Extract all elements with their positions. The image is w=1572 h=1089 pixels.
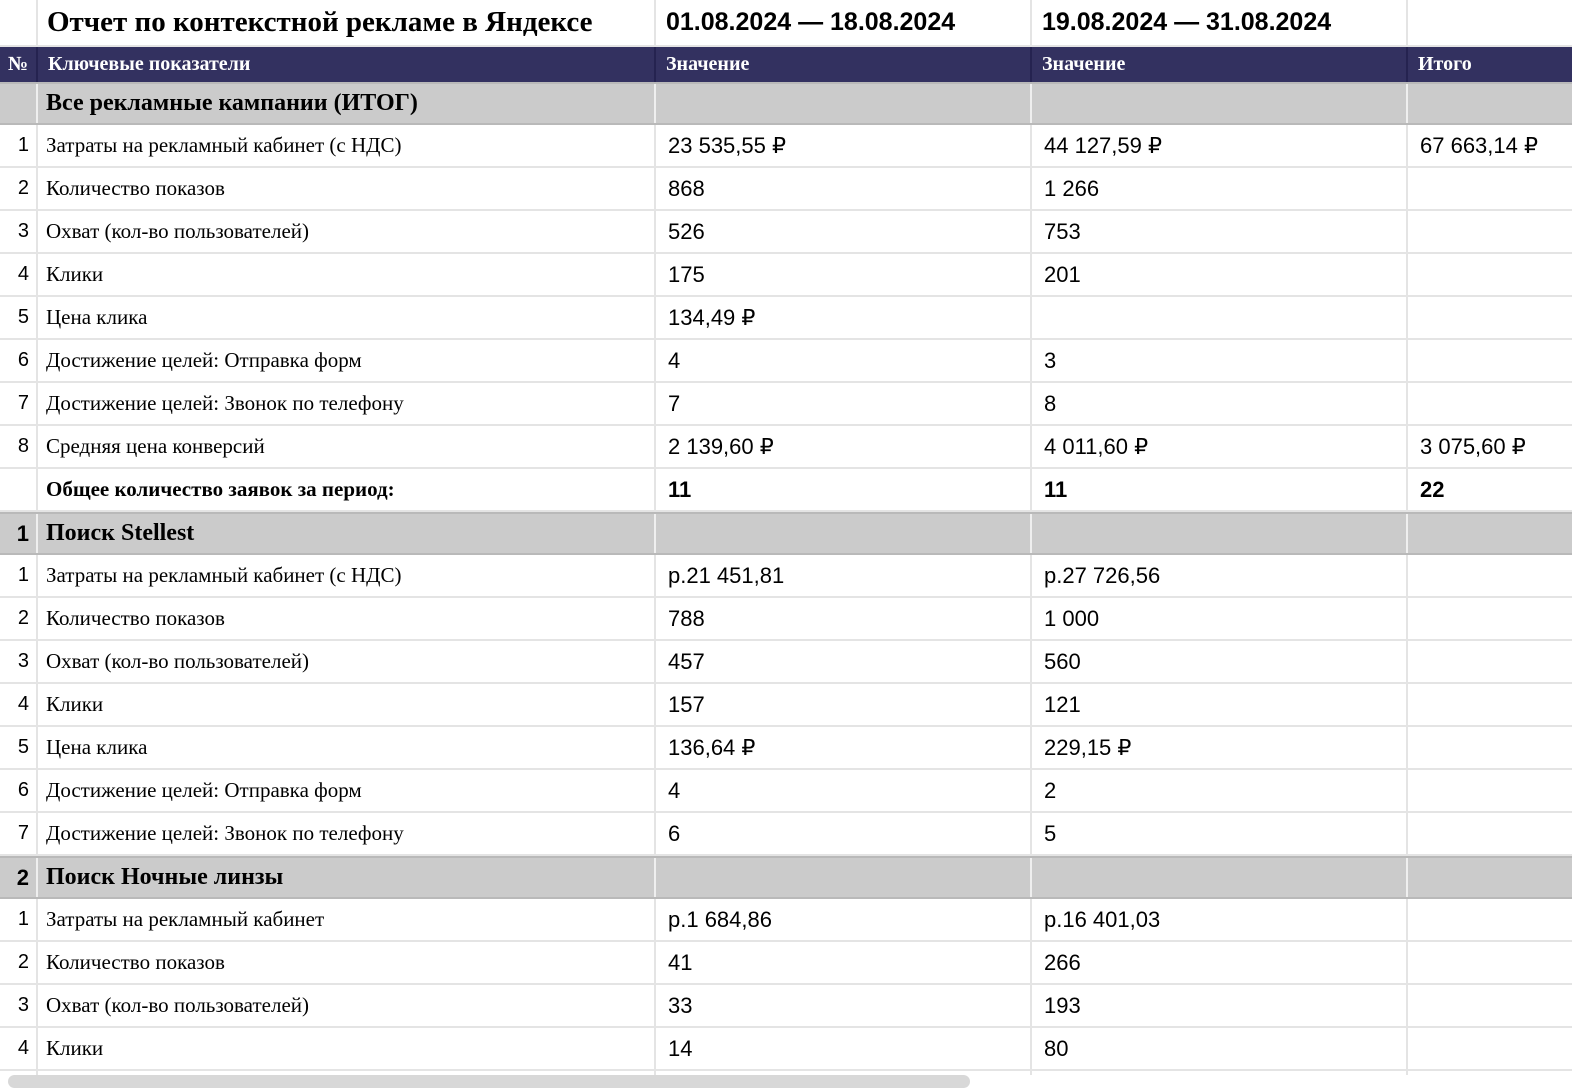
period-1-value-cell[interactable]: 4	[656, 770, 1032, 811]
total-value-cell[interactable]	[1408, 770, 1572, 811]
row-number-cell[interactable]: 4	[0, 254, 38, 295]
column-header-total[interactable]: Итого	[1418, 53, 1472, 75]
period-1-value-cell[interactable]: 457	[656, 641, 1032, 682]
data-row	[0, 168, 1572, 211]
section-header-row	[0, 82, 1572, 125]
period-1-value-cell[interactable]: 2 139,60 ₽	[656, 426, 1032, 467]
row-number-cell[interactable]: 7	[0, 383, 38, 424]
period-2-value-cell[interactable]: р.27 726,56	[1032, 555, 1408, 596]
data-row	[0, 985, 1572, 1028]
data-row	[0, 383, 1572, 426]
period-1-value-cell[interactable]: 134,49 ₽	[656, 297, 1032, 338]
period-2-value-cell[interactable]: 5	[1032, 813, 1408, 854]
section-empty-cell[interactable]	[1032, 514, 1408, 553]
row-number-cell[interactable]: 3	[0, 641, 38, 682]
section-empty-cell[interactable]	[656, 514, 1032, 553]
total-value-cell[interactable]	[1408, 727, 1572, 768]
row-number-cell[interactable]: 8	[0, 426, 38, 467]
total-value-cell[interactable]	[1408, 555, 1572, 596]
row-number-cell[interactable]: 1	[0, 899, 38, 940]
section-number[interactable]: 2	[0, 858, 38, 897]
metric-label-cell[interactable]: Достижение целей: Отправка форм	[38, 340, 656, 381]
row-number-cell[interactable]: 1	[0, 125, 38, 166]
horizontal-scrollbar-track[interactable]	[0, 1075, 1572, 1089]
period-1-value-cell[interactable]: 33	[656, 985, 1032, 1026]
period-1-value-cell[interactable]: 11	[656, 469, 1032, 510]
metric-label-cell[interactable]: Клики	[38, 1028, 656, 1069]
title-row-num-cell[interactable]	[0, 0, 38, 45]
total-value-cell[interactable]	[1408, 211, 1572, 252]
row-number-cell[interactable]: 5	[0, 297, 38, 338]
data-row	[0, 813, 1572, 856]
total-value-cell[interactable]	[1408, 297, 1572, 338]
section-empty-cell[interactable]	[1032, 858, 1408, 897]
total-value-cell[interactable]	[1408, 1028, 1572, 1069]
period-2-value-cell[interactable]: 11	[1032, 469, 1408, 510]
data-row	[0, 426, 1572, 469]
horizontal-scrollbar-thumb[interactable]	[8, 1075, 970, 1088]
column-header-label[interactable]: Ключевые показатели	[38, 47, 656, 82]
period-2-value-cell[interactable]: 1 266	[1032, 168, 1408, 209]
metric-label-cell[interactable]: Затраты на рекламный кабинет (с НДС)	[38, 125, 656, 166]
section-header-row	[0, 856, 1572, 899]
total-value-cell[interactable]	[1408, 684, 1572, 725]
report-title[interactable]: Отчет по контекстной рекламе в Яндексе	[38, 0, 656, 45]
data-row	[0, 555, 1572, 598]
summary-label-cell[interactable]: Общее количество заявок за период:	[38, 469, 656, 510]
total-value-cell[interactable]	[1408, 942, 1572, 983]
row-number-cell[interactable]: 2	[0, 942, 38, 983]
section-empty-cell[interactable]	[1032, 84, 1408, 123]
metric-label-cell[interactable]: Охват (кол-во пользователей)	[38, 641, 656, 682]
row-number-cell[interactable]: 7	[0, 813, 38, 854]
period-2-value-cell[interactable]: 121	[1032, 684, 1408, 725]
total-value-cell[interactable]: 3 075,60 ₽	[1420, 433, 1526, 459]
period-2-value-cell[interactable]: 753	[1032, 211, 1408, 252]
row-number-cell[interactable]: 3	[0, 985, 38, 1026]
section-title[interactable]: Поиск Ночные линзы	[38, 858, 656, 897]
period-1-value-cell[interactable]: 788	[656, 598, 1032, 639]
section-number[interactable]: 1	[0, 514, 38, 553]
period-2-value-cell[interactable]: 201	[1032, 254, 1408, 295]
period-2-value-cell[interactable]: 266	[1032, 942, 1408, 983]
period-1-header[interactable]: 01.08.2024 — 18.08.2024	[656, 0, 1032, 45]
data-row	[0, 899, 1572, 942]
period-2-value-cell[interactable]: 193	[1032, 985, 1408, 1026]
metric-label-cell[interactable]: Количество показов	[38, 598, 656, 639]
section-header-row	[0, 512, 1572, 555]
total-value-cell[interactable]	[1408, 340, 1572, 381]
period-1-value-cell[interactable]: р.21 451,81	[656, 555, 1032, 596]
data-row	[0, 297, 1572, 340]
title-row-total-cell[interactable]	[1408, 0, 1572, 45]
row-number-cell[interactable]: 6	[0, 770, 38, 811]
data-row	[0, 211, 1572, 254]
title-row	[0, 0, 1572, 47]
period-2-value-cell[interactable]: 1 000	[1032, 598, 1408, 639]
metric-label-cell[interactable]: Достижение целей: Звонок по телефону	[38, 383, 656, 424]
period-1-value-cell[interactable]: 7	[656, 383, 1032, 424]
period-2-value-cell[interactable]: 8	[1032, 383, 1408, 424]
data-row	[0, 598, 1572, 641]
period-1-value-cell[interactable]: 6	[656, 813, 1032, 854]
row-number-cell[interactable]	[0, 469, 38, 510]
metric-label-cell[interactable]: Цена клика	[38, 727, 656, 768]
total-value-cell[interactable]	[1408, 985, 1572, 1026]
metric-label-cell[interactable]: Клики	[38, 254, 656, 295]
metric-label-cell[interactable]: Затраты на рекламный кабинет (с НДС)	[38, 555, 656, 596]
metric-label-cell[interactable]: Затраты на рекламный кабинет	[38, 899, 656, 940]
period-1-value-cell[interactable]: 41	[656, 942, 1032, 983]
section-empty-cell[interactable]	[1408, 84, 1572, 123]
period-1-value-cell[interactable]: 136,64 ₽	[656, 727, 1032, 768]
data-row	[0, 641, 1572, 684]
total-value-cell[interactable]	[1408, 598, 1572, 639]
data-row	[0, 125, 1572, 168]
row-number-cell[interactable]: 2	[0, 168, 38, 209]
section-title[interactable]: Все рекламные кампании (ИТОГ)	[38, 84, 656, 123]
total-value-cell[interactable]	[1408, 899, 1572, 940]
data-row	[0, 1028, 1572, 1071]
section-empty-cell[interactable]	[1408, 514, 1572, 553]
period-2-header[interactable]: 19.08.2024 — 31.08.2024	[1032, 0, 1408, 45]
period-1-value-cell[interactable]: 157	[656, 684, 1032, 725]
row-number-cell[interactable]: 1	[0, 555, 38, 596]
metric-label-cell[interactable]: Количество показов	[38, 942, 656, 983]
section-empty-cell[interactable]	[656, 84, 1032, 123]
section-title[interactable]: Поиск Stellest	[38, 514, 656, 553]
period-2-value-cell[interactable]: 2	[1032, 770, 1408, 811]
period-1-value-cell[interactable]: 526	[656, 211, 1032, 252]
period-1-value-cell[interactable]: 868	[656, 168, 1032, 209]
data-row	[0, 727, 1572, 770]
data-row	[0, 770, 1572, 813]
section-empty-cell[interactable]	[1408, 858, 1572, 897]
period-1-value-cell[interactable]: 23 535,55 ₽	[656, 125, 1032, 166]
period-2-value-cell[interactable]: 229,15 ₽	[1032, 727, 1408, 768]
total-value-cell[interactable]	[1408, 813, 1572, 854]
column-header-num[interactable]: №	[0, 47, 38, 82]
metric-label-cell[interactable]: Клики	[38, 684, 656, 725]
section-empty-cell[interactable]	[656, 858, 1032, 897]
row-number-cell[interactable]: 4	[0, 684, 38, 725]
period-2-value-cell[interactable]: р.16 401,03	[1032, 899, 1408, 940]
period-1-value-cell[interactable]: 4	[656, 340, 1032, 381]
total-value-cell[interactable]	[1408, 383, 1572, 424]
metric-label-cell[interactable]: Средняя цена конверсий	[38, 426, 656, 467]
data-row	[0, 684, 1572, 727]
total-value-cell[interactable]: 67 663,14 ₽	[1420, 132, 1538, 158]
period-2-value-cell[interactable]: 4 011,60 ₽	[1032, 426, 1408, 467]
period-1-value-cell[interactable]: 14	[656, 1028, 1032, 1069]
total-value-cell[interactable]: 22	[1420, 476, 1445, 502]
data-row	[0, 254, 1572, 297]
metric-label-cell[interactable]: Достижение целей: Отправка форм	[38, 770, 656, 811]
period-2-value-cell[interactable]: 560	[1032, 641, 1408, 682]
period-2-value-cell[interactable]: 44 127,59 ₽	[1032, 125, 1408, 166]
table-body	[0, 82, 1572, 1071]
section-number[interactable]	[0, 84, 38, 123]
row-number-cell[interactable]: 4	[0, 1028, 38, 1069]
period-2-value-cell[interactable]	[1032, 297, 1408, 338]
period-2-value-cell[interactable]: 80	[1032, 1028, 1408, 1069]
metric-label-cell[interactable]: Охват (кол-во пользователей)	[38, 985, 656, 1026]
total-value-cell[interactable]	[1408, 254, 1572, 295]
total-value-cell[interactable]	[1408, 168, 1572, 209]
period-1-value-cell[interactable]: 175	[656, 254, 1032, 295]
period-2-value-cell[interactable]: 3	[1032, 340, 1408, 381]
metric-label-cell[interactable]: Цена клика	[38, 297, 656, 338]
column-header-value-1[interactable]: Значение	[656, 47, 1032, 82]
data-row	[0, 942, 1572, 985]
period-1-value-cell[interactable]: р.1 684,86	[656, 899, 1032, 940]
summary-row	[0, 469, 1572, 512]
column-header-row	[0, 47, 1572, 82]
total-value-cell[interactable]	[1408, 641, 1572, 682]
column-header-value-2[interactable]: Значение	[1032, 47, 1408, 82]
row-number-cell[interactable]: 3	[0, 211, 38, 252]
metric-label-cell[interactable]: Охват (кол-во пользователей)	[38, 211, 656, 252]
row-number-cell[interactable]: 6	[0, 340, 38, 381]
row-number-cell[interactable]: 5	[0, 727, 38, 768]
metric-label-cell[interactable]: Достижение целей: Звонок по телефону	[38, 813, 656, 854]
metric-label-cell[interactable]: Количество показов	[38, 168, 656, 209]
data-row	[0, 340, 1572, 383]
row-number-cell[interactable]: 2	[0, 598, 38, 639]
